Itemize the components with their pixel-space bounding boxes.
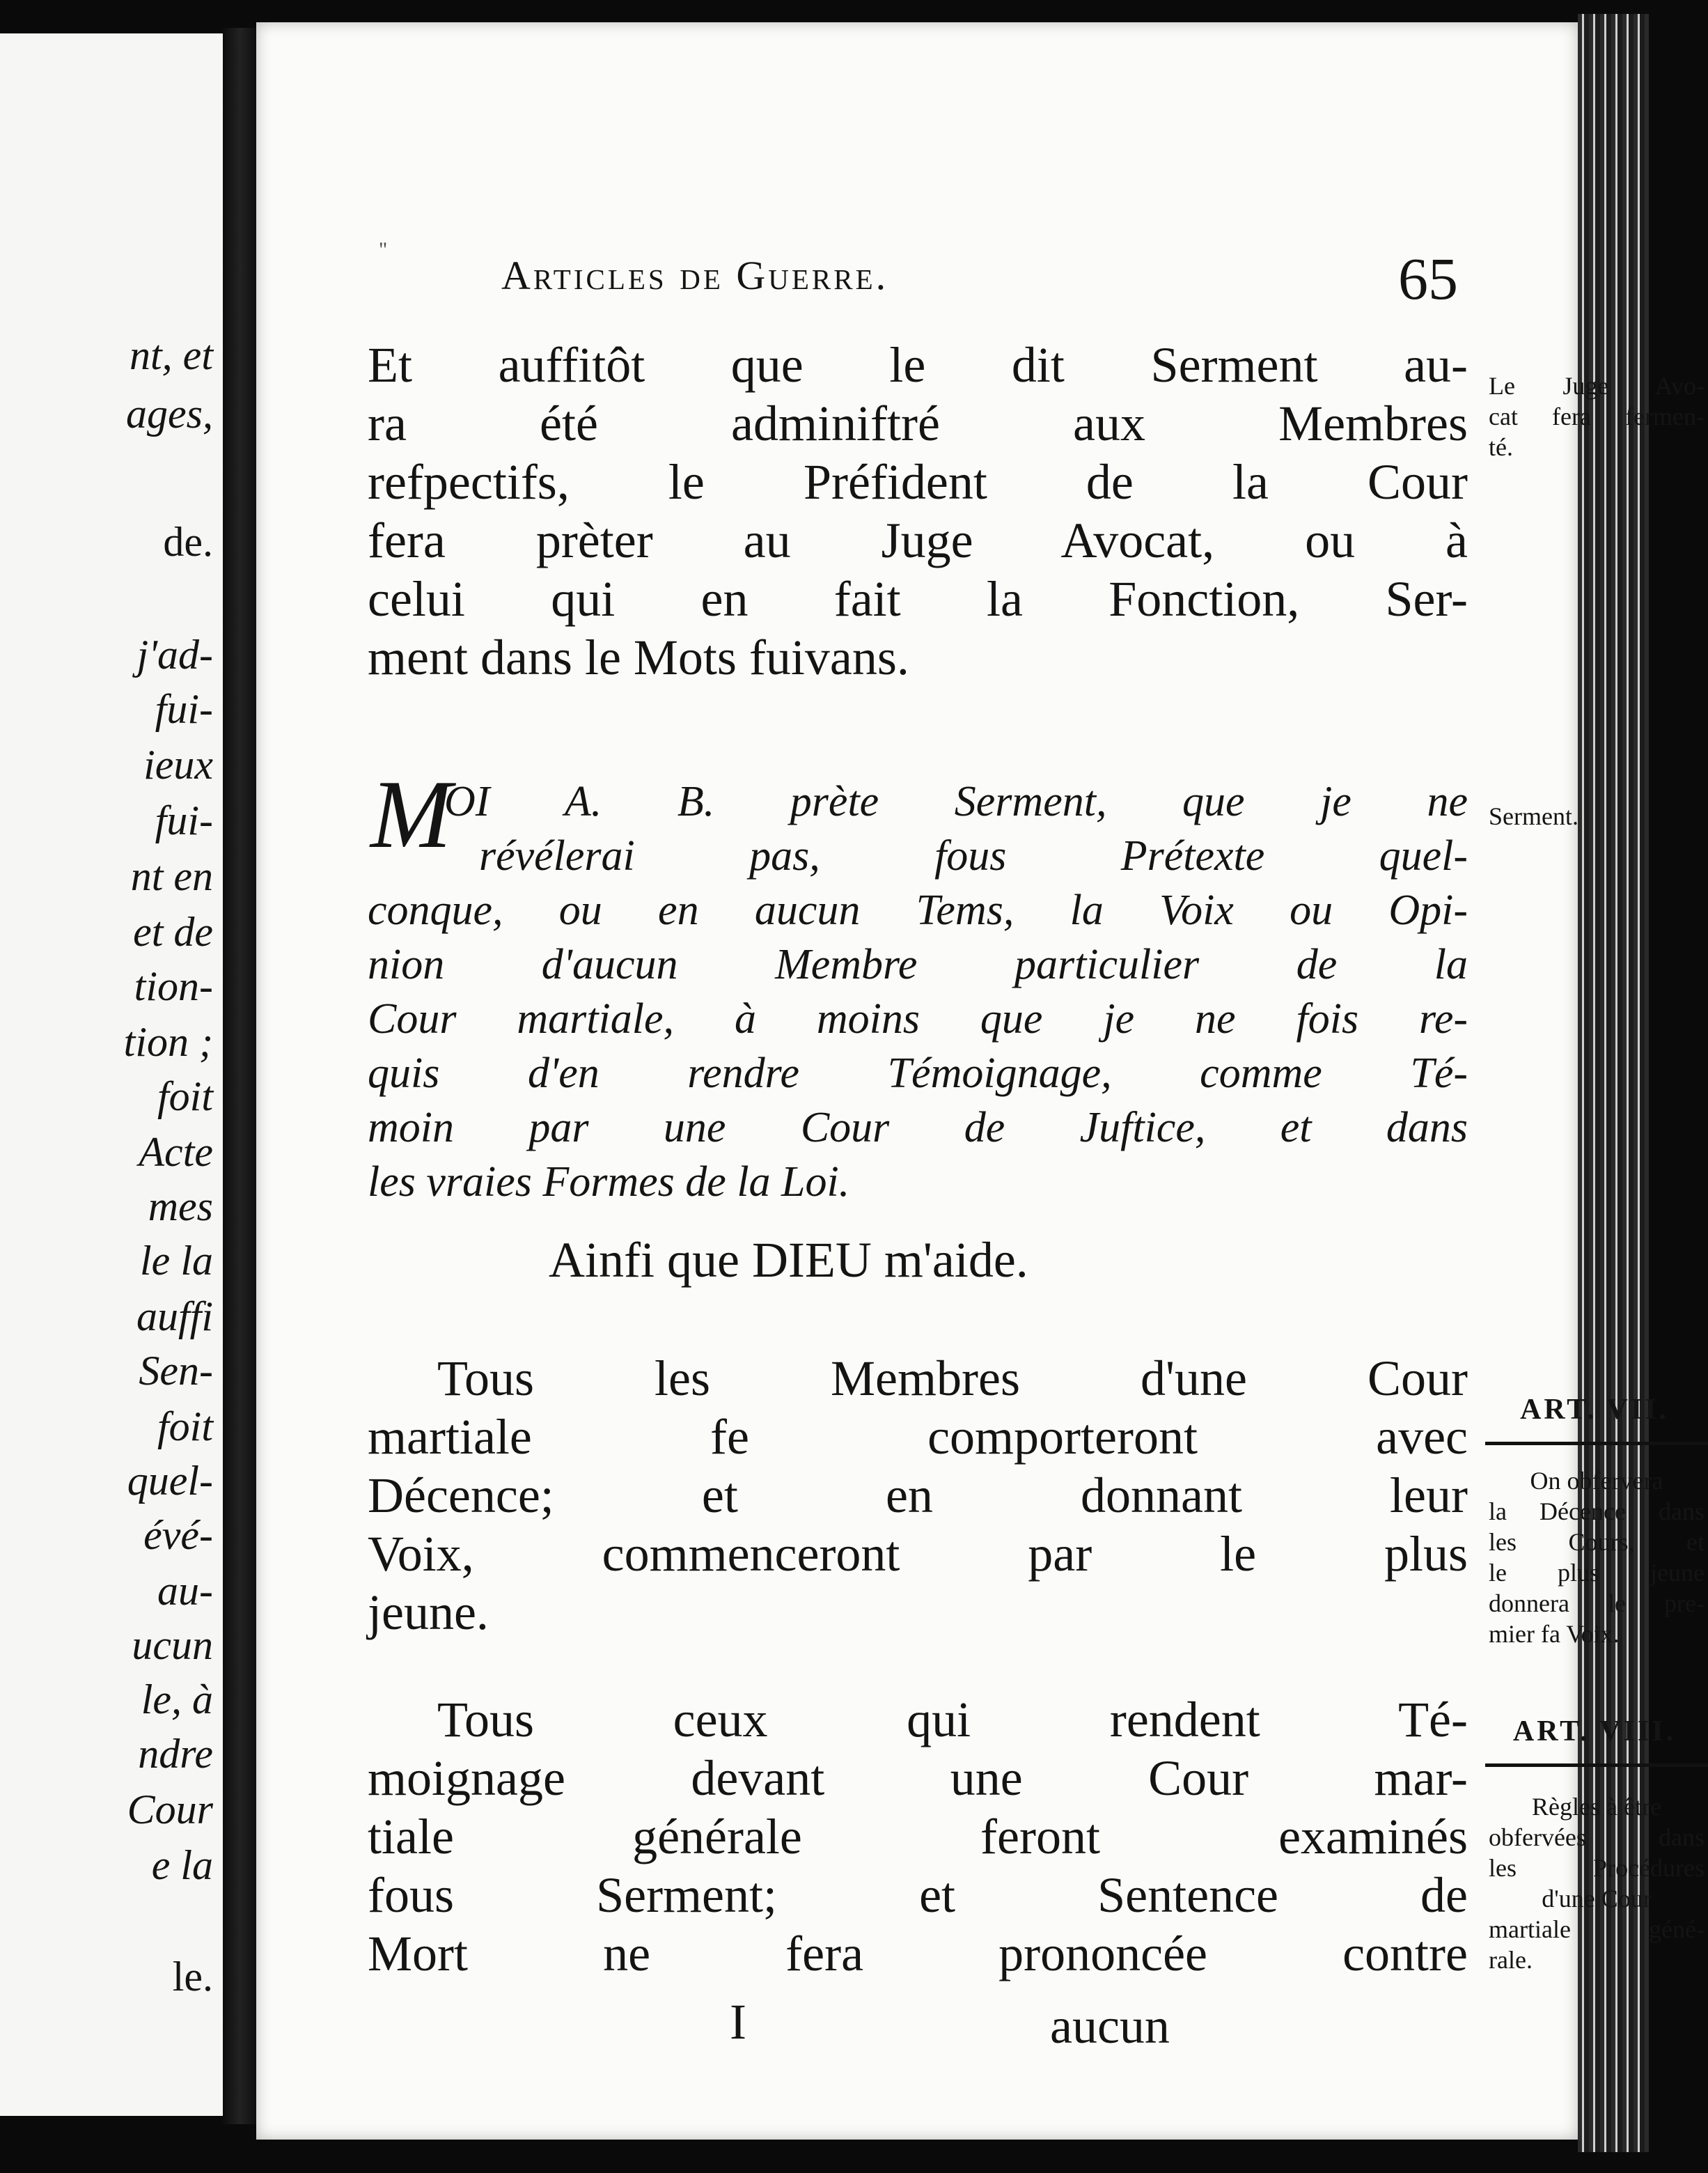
margin-line: té.	[1489, 433, 1513, 461]
left-line: fui-	[155, 686, 213, 732]
book-gutter	[223, 28, 258, 2124]
left-line: ucun	[132, 1622, 213, 1668]
left-line: et de	[133, 909, 213, 955]
invocation-line: Ainfi que DIEU m'aide.	[549, 1232, 1028, 1288]
oath-line: révélerai pas, fous Prétexte quel-	[479, 832, 1468, 880]
text-line: jeune.	[368, 1584, 489, 1640]
invocation	[549, 1231, 1384, 1289]
left-line: de.	[163, 519, 213, 565]
text-line: fera prèter au Juge Avocat, ou à	[368, 513, 1468, 568]
left-page-fragment	[0, 33, 227, 2116]
margin-line: rale.	[1489, 1946, 1533, 1974]
margin-line: donnera le pre-	[1489, 1589, 1705, 1617]
catchword: aucun	[1050, 1998, 1170, 2054]
margin-rule	[1485, 1763, 1708, 1767]
article-heading-vii: ART. VII.	[1520, 1394, 1669, 1426]
margin-note-decence	[1489, 1465, 1705, 1649]
text-line: ment dans le Mots fuivans.	[368, 630, 909, 685]
left-line: le la	[140, 1238, 213, 1284]
oath-paragraph	[368, 774, 1468, 1209]
left-line: ages,	[126, 391, 213, 437]
oath-line: moin par une Cour de Juftice, et dans	[368, 1104, 1468, 1151]
margin-line: Règles à être	[1532, 1793, 1661, 1821]
article-heading-viii: ART. VIII.	[1512, 1715, 1677, 1747]
left-line: le, à	[141, 1676, 213, 1722]
text-line: moignage devant une Cour mar-	[368, 1750, 1468, 1806]
oath-line: conque, ou en aucun Tems, la Voix ou Opi-	[368, 887, 1468, 934]
left-line: mes	[148, 1183, 213, 1229]
page-number: 65	[1398, 245, 1458, 312]
left-line: évé-	[143, 1512, 213, 1558]
text-line: refpectifs, le Préfident de la Cour	[368, 454, 1468, 510]
left-line: ndre	[138, 1731, 213, 1777]
left-line: ieux	[143, 742, 213, 788]
left-line: tion ;	[123, 1019, 213, 1065]
oath-line: quis d'en rendre Témoignage, comme Té-	[368, 1050, 1468, 1097]
left-line: foit	[157, 1403, 213, 1449]
text-line: celui qui en fait la Fonction, Ser-	[368, 571, 1468, 627]
margin-line: obfervées dans	[1489, 1823, 1705, 1851]
margin-note-serment	[1489, 801, 1705, 832]
header-mark: "	[379, 238, 388, 261]
text-line: Décence; et en donnant leur	[368, 1467, 1468, 1523]
margin-line: mier fa Voix.	[1489, 1620, 1620, 1648]
left-line: le.	[172, 1954, 213, 2000]
text-line: ra été adminiftré aux Membres	[368, 396, 1468, 451]
left-line: Sen-	[139, 1348, 213, 1394]
drop-cap: M	[370, 761, 452, 869]
left-line: j'ad-	[136, 632, 213, 678]
margin-line: les Cours, et	[1489, 1528, 1705, 1556]
left-line: fui-	[155, 797, 213, 843]
signature-mark: I	[730, 1994, 746, 2050]
left-line: auffi	[136, 1293, 213, 1339]
margin-line: cat fera fermen-	[1489, 403, 1705, 430]
text-line: Mort ne fera prononcée contre	[368, 1926, 1468, 1981]
paragraph-2	[368, 1349, 1468, 1642]
left-line: e la	[151, 1842, 213, 1888]
left-line: Acte	[139, 1129, 213, 1175]
text-line: martiale fe comporteront avec	[368, 1409, 1468, 1465]
paragraph-1	[368, 336, 1468, 687]
margin-line: Le Juge Avo-	[1489, 372, 1705, 400]
right-page	[256, 22, 1705, 2140]
left-line: foit	[157, 1073, 213, 1119]
margin-note-juge-avocat	[1489, 371, 1705, 462]
left-line: au-	[157, 1568, 213, 1614]
margin-line: On obfervera	[1530, 1467, 1663, 1495]
text-line: Tous ceux qui rendent Té-	[437, 1692, 1468, 1747]
text-line: Tous les Membres d'une Cour	[437, 1350, 1468, 1406]
running-head: Articles de Guerre.	[501, 253, 889, 298]
margin-line: Serment.	[1489, 802, 1578, 830]
oath-line: les vraies Formes de la Loi.	[368, 1158, 850, 1206]
text-line: Voix, commenceront par le plus	[368, 1526, 1468, 1582]
margin-line: la Décence dans	[1489, 1497, 1705, 1525]
left-line: nt, et	[130, 332, 213, 378]
oath-line: nion d'aucun Membre particulier de la	[368, 941, 1468, 988]
left-line: quel-	[127, 1458, 213, 1504]
paragraph-3	[368, 1690, 1468, 1983]
text-line: Et auffitôt que le dit Serment au-	[368, 337, 1468, 393]
text-line: tiale générale feront examinés	[368, 1809, 1468, 1864]
margin-line: d'une Cour	[1542, 1885, 1652, 1913]
left-line: tion-	[134, 963, 213, 1009]
left-line: nt en	[130, 853, 213, 899]
oath-line: Cour martiale, à moins que je ne fois re-	[368, 995, 1468, 1043]
margin-note-regles	[1489, 1791, 1705, 1975]
oath-line: OI A. B. prète Serment, que je ne	[444, 778, 1468, 825]
margin-line: martiale géné-	[1489, 1915, 1705, 1943]
margin-line: les Procédures	[1489, 1854, 1705, 1882]
margin-rule	[1485, 1442, 1708, 1445]
text-line: fous Serment; et Sentence de	[368, 1867, 1468, 1923]
margin-line: le plus jeune	[1489, 1559, 1705, 1587]
left-line: Cour	[127, 1786, 213, 1832]
